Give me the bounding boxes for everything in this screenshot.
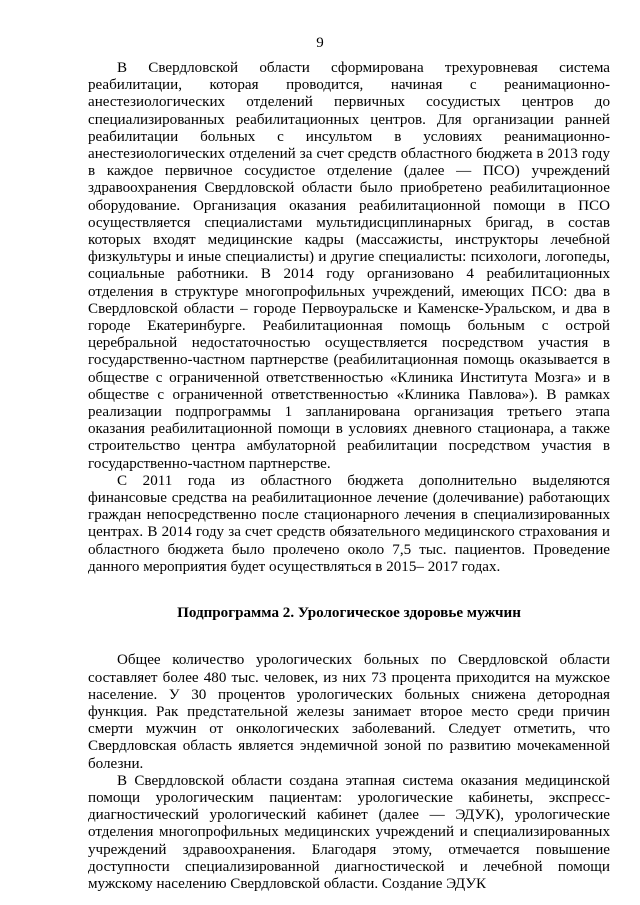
- section-heading: Подпрограмма 2. Урологическое здоровье мужчин: [177, 605, 521, 622]
- paragraph-urology-statistics: Общее количество урологических больных по Свердловской области составляет более 480 тыс. человек, из них 73 процента приходится на мужское население. У 30 процентов урологических больных снижена детородная функция. Рак предстательной железы занимает второе место среди причин смерти мужчин от онкологических заболеваний. Следует отметить, что Свердловская область является эндемичной зоной по развитию мочекаменной болезни.: [88, 652, 610, 772]
- page-number: 9: [316, 35, 324, 51]
- page-body: [88, 60, 610, 893]
- paragraph-rehabilitation-funding: С 2011 года из областного бюджета дополнительно выделяются финансовые средства на реабилитационное лечение (долечивание) работающих граждан непосредственно после стационарного лечения в специализированных центрах. В 2014 году за счет средств обязательного медицинского страхования и областного бюджета было пролечено около 7,5 тыс. пациентов. Проведение данного мероприятия будет осуществляться в 2015– 2017 годах.: [88, 472, 610, 575]
- paragraph-urology-care-system: В Свердловской области создана этапная система оказания медицинской помощи урологическим пациентам: урологические кабинеты, экспресс-диагностический урологический кабинет (далее — ЭДУК), урологические отделения многопрофильных медицинских учреждений и специализированных учреждений здравоохранения. Благодаря этому, отмечается повышение доступности специализированной диагностической и лечебной помощи мужскому населению Свердловской области. Создание ЭДУК: [88, 772, 610, 892]
- paragraph-rehabilitation-system: В Свердловской области сформирована трехуровневая система реабилитации, которая проводится, начиная с реанимационно-анестезиологических отделений первичных сосудистых центров до специализированных реабилитационных центров. Для организации ранней реабилитации больных с инсультом в условиях реанимационно-анестезиологических отделений за счет средств областного бюджета в 2013 году в каждое первичное сосудистое отделение (далее — ПСО) учреждений здравоохранения Свердловской области было приобретено реабилитационное оборудование. Организация оказания реабилитационной помощи в ПСО осуществляется специалистами мультидисциплинарных бригад, в состав которых входят медицинские кадры (массажисты, инструкторы лечебной физкультуры и иные специалисты) и другие специалисты: психологи, логопеды, социальные работники. В 2014 году организовано 4 реабилитационных отделения в структуре многопрофильных учреждений, имеющих ПСО: два в Свердловской области – городе Первоуральске и Каменске-Уральском, и два в городе Екатеринбурге. Реабилитационная помощь больным с острой церебральной недостаточностью осуществляется посредством участия в государственно-частном партнерстве (реабилитационная помощь оказывается в обществе с ограниченной ответственностью «Клиника Института Мозга» и в обществе с ограниченной ответственностью «Клиника Павлова»). В рамках реализации подпрограммы 1 запланирована организация третьего этапа оказания реабилитационной помощи в условиях дневного стационара, а также строительство центра амбулаторной реабилитации посредством участия в государственно-частном партнерстве.: [88, 60, 610, 472]
